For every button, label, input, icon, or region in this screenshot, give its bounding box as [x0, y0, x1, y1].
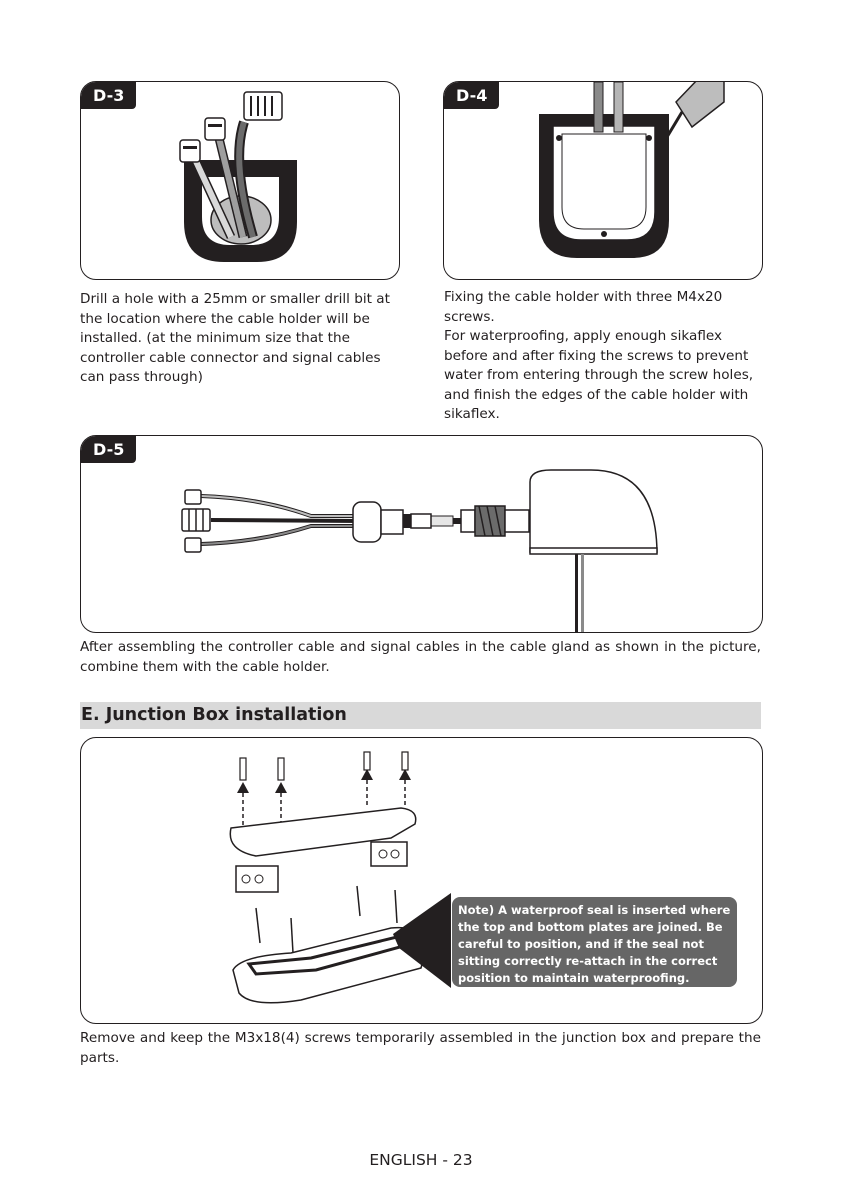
panel-d5 — [80, 435, 763, 633]
page-footer: ENGLISH - 23 — [369, 1151, 473, 1169]
panel-tag-d5: D-5 — [81, 436, 136, 463]
illustration-d5-cable-gland-assembly — [81, 436, 763, 633]
illustration-d4-cable-holder-screws — [444, 82, 763, 280]
caption-d3: Drill a hole with a 25mm or smaller drill bit at the location where the cable holder will be installed. (at the minimum size that the controller cable connector and signal cables can pass through) — [80, 291, 390, 385]
caption-d4-line2: For waterproofing, apply enough sikaflex before and after fixing the screws to prevent water from entering through the screw holes, and finish the edges of the cable holder with sikaflex. — [444, 328, 754, 422]
note-callout: Note) A waterproof seal is inserted where the top and bottom plates are joined. Be careful to position, and if the seal not sitting correctly re-attach in the correct position to maintain waterproofing. — [452, 897, 737, 987]
section-heading-junction-box: E. Junction Box installation — [80, 702, 761, 729]
panel-junction-box — [80, 737, 763, 1024]
caption-d4-line1: Fixing the cable holder with three M4x20 screws. — [444, 289, 723, 325]
caption-junction-box: Remove and keep the M3x18(4) screws temporarily assembled in the junction box and prepare the parts. — [80, 1030, 761, 1066]
caption-d5: After assembling the controller cable and signal cables in the cable gland as shown in the picture, combine them with the cable holder. — [80, 639, 761, 675]
panel-d4 — [443, 81, 763, 280]
illustration-d3-drilled-hole — [81, 82, 400, 280]
panel-d3 — [80, 81, 400, 280]
panel-tag-d3: D-3 — [81, 82, 136, 109]
caption-d4 — [444, 288, 759, 425]
panel-tag-d4: D-4 — [444, 82, 499, 109]
